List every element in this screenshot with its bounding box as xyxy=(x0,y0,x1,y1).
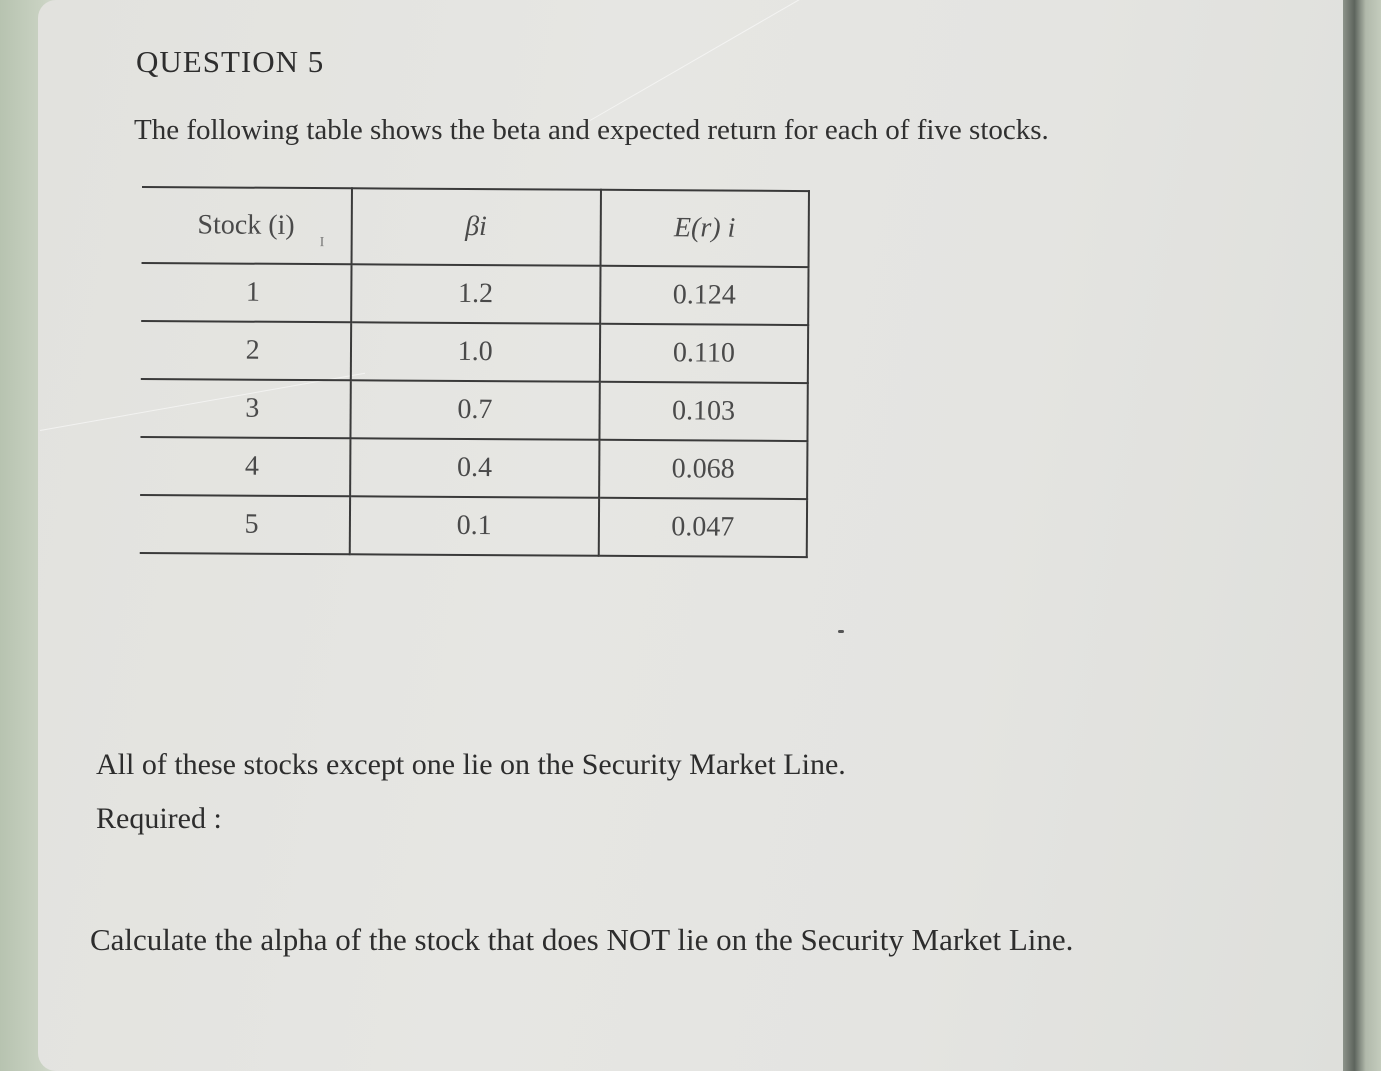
cell-expected-return: 0.110 xyxy=(600,324,809,383)
table-row xyxy=(140,437,807,499)
cell-expected-return: 0.103 xyxy=(599,382,808,441)
question-title: QUESTION 5 xyxy=(136,44,325,79)
cell-stock: 1 xyxy=(141,263,351,322)
sml-statement: All of these stocks except one lie on the Security Market Line. xyxy=(96,748,846,781)
cell-expected-return: 0.068 xyxy=(599,440,808,499)
header-beta: βi xyxy=(351,188,601,266)
table-row xyxy=(141,263,808,325)
cell-expected-return: 0.124 xyxy=(600,266,809,325)
cell-stock: 5 xyxy=(140,495,350,554)
cell-expected-return: 0.047 xyxy=(599,498,808,557)
header-stock-label: Stock (i) xyxy=(197,209,295,241)
cell-stock: 4 xyxy=(140,437,350,496)
header-stock-subscript: I xyxy=(319,235,325,251)
task-instruction: Calculate the alpha of the stock that does NOT lie on the Security Market Line. xyxy=(90,922,1074,957)
cell-beta: 0.4 xyxy=(350,438,600,498)
table-header-row xyxy=(142,187,809,267)
cell-beta: 1.0 xyxy=(350,322,600,382)
table-row xyxy=(140,495,807,557)
header-expected-return: E(r) i xyxy=(600,190,809,267)
question-intro: The following table shows the beta and expected return for each of five stocks. xyxy=(134,114,1049,146)
stock-table xyxy=(140,186,810,558)
device-frame-right xyxy=(1343,0,1381,1071)
table-row xyxy=(140,379,807,441)
cell-stock: 3 xyxy=(140,379,350,438)
table-row xyxy=(141,321,808,383)
speck xyxy=(838,630,844,633)
cell-beta: 0.7 xyxy=(350,380,600,440)
cell-stock: 2 xyxy=(141,321,351,380)
header-stock xyxy=(142,187,352,264)
cell-beta: 1.2 xyxy=(351,264,601,324)
cell-beta: 0.1 xyxy=(349,496,599,556)
required-label: Required : xyxy=(96,802,222,835)
